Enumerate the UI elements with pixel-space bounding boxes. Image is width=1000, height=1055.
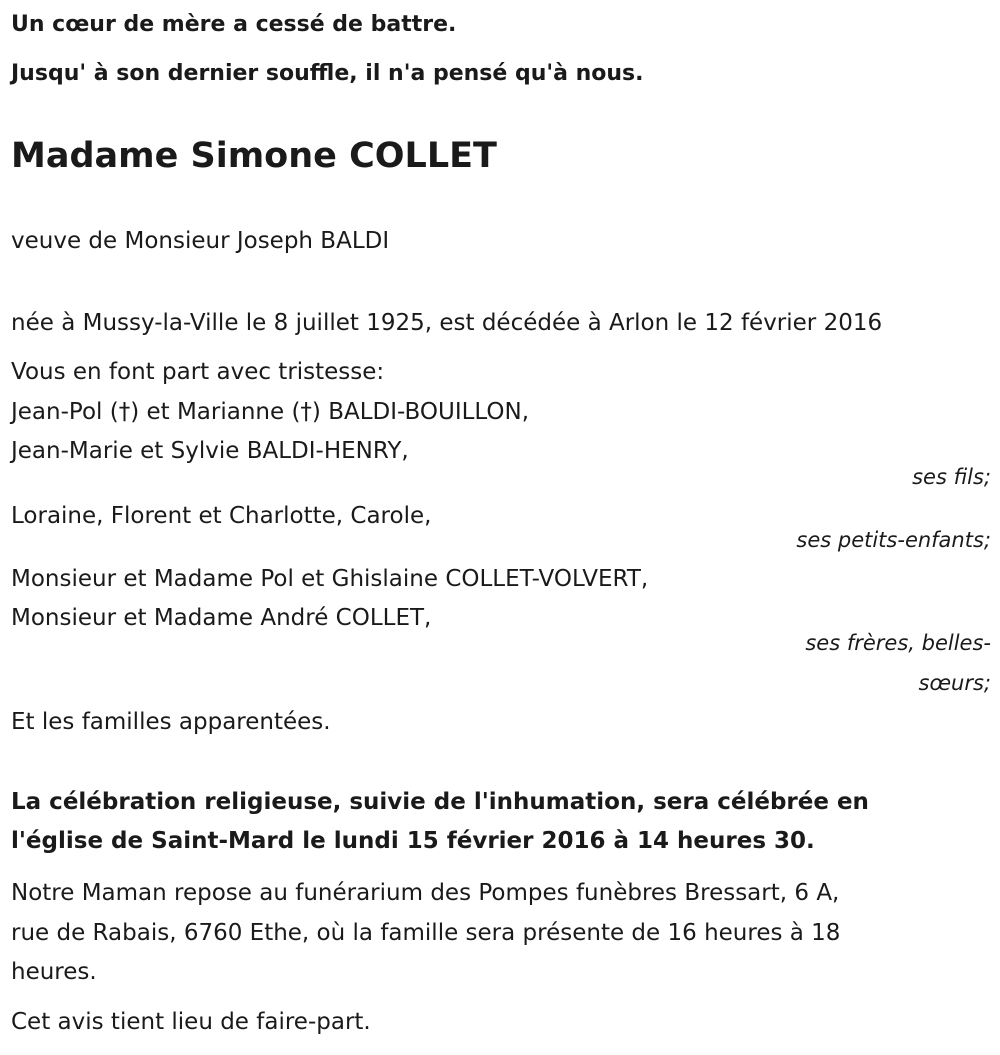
visitation-line-1: Notre Maman repose au funérarium des Pompes funèbres Bressart, 6 A, [11,880,840,906]
sons-label: ses fils; [912,465,991,489]
family-intro: Vous en font part avec tristesse: [11,359,385,385]
siblings-label-2: sœurs; [918,671,991,695]
birth-death-line: née à Mussy-la-Ville le 8 juillet 1925, est décédée à Arlon le 12 février 2016 [11,310,883,336]
epigraph-line-1: Un cœur de mère a cessé de battre. [11,12,457,37]
other-families: Et les familles apparentées. [11,709,331,735]
visitation-line-2: rue de Rabais, 6760 Ethe, où la famille sera présente de 16 heures à 18 [11,920,841,946]
grandchildren-label: ses petits-enfants; [796,528,991,552]
siblings-label-1: ses frères, belles- [805,631,991,655]
sibling-line-1: Monsieur et Madame Pol et Ghislaine COLLET-VOLVERT, [11,566,649,592]
widow-of: veuve de Monsieur Joseph BALDI [11,228,390,254]
closing-line: Cet avis tient lieu de faire-part. [11,1009,371,1035]
visitation-line-3: heures. [11,959,97,985]
ceremony-line-2: l'église de Saint-Mard le lundi 15 février 2016 à 14 heures 30. [11,828,815,854]
son-line-2: Jean-Marie et Sylvie BALDI-HENRY, [11,438,409,464]
ceremony-line-1: La célébration religieuse, suivie de l'inhumation, sera célébrée en [11,789,869,815]
sibling-line-2: Monsieur et Madame André COLLET, [11,605,432,631]
epigraph-line-2: Jusqu' à son dernier souffle, il n'a pensé qu'à nous. [11,61,644,86]
grandchildren-line: Loraine, Florent et Charlotte, Carole, [11,503,432,529]
deceased-name: Madame Simone COLLET [11,136,497,176]
son-line-1: Jean-Pol (†) et Marianne (†) BALDI-BOUILLON, [11,399,530,425]
